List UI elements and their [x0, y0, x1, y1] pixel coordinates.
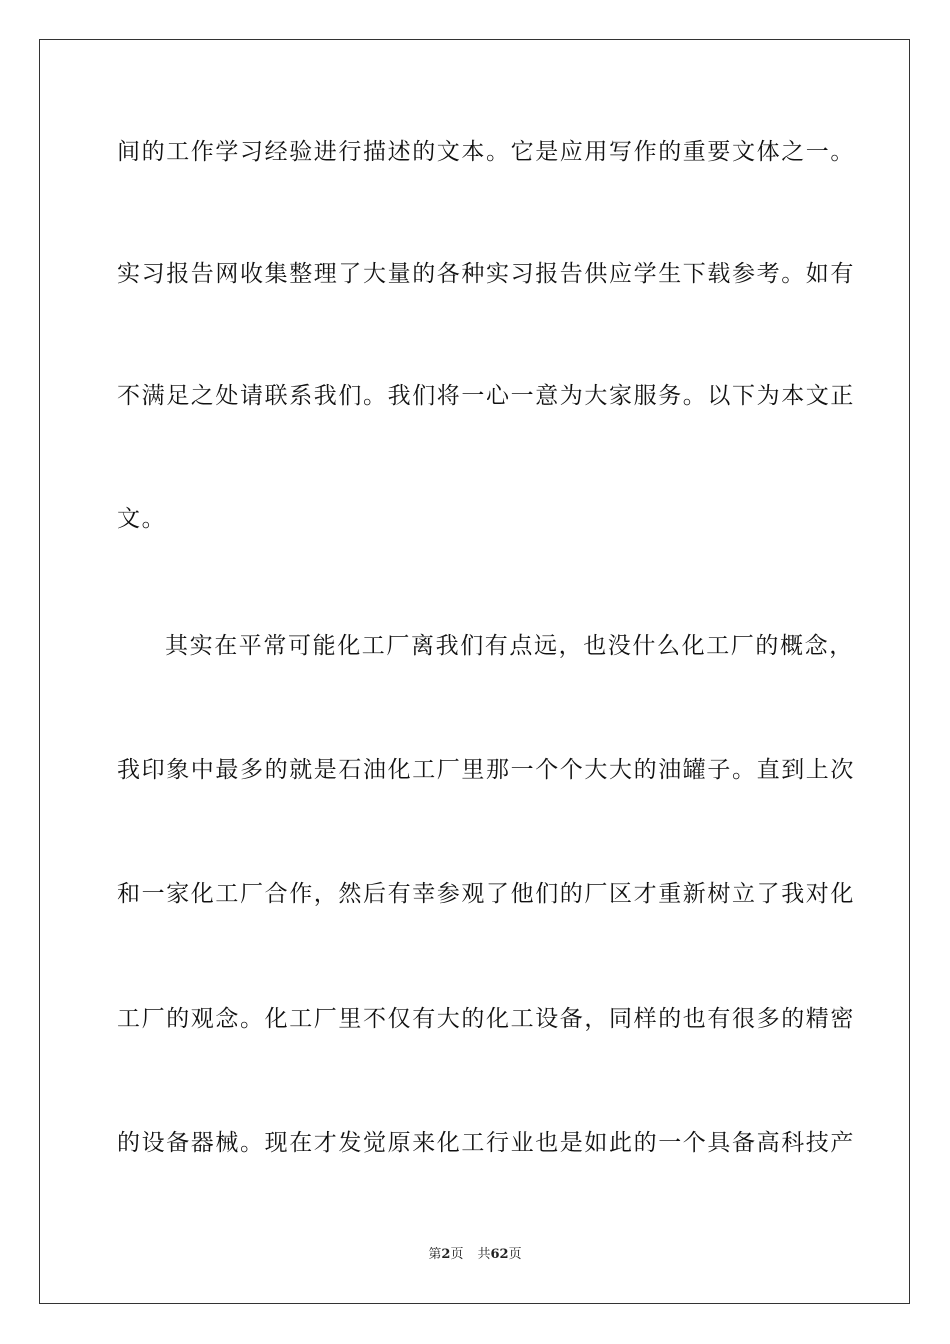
- total-suffix: 页: [508, 1247, 522, 1262]
- text-line-5-paragraph-start: 其实在平常可能化工厂离我们有点远，也没什么化工厂的概念，: [165, 633, 854, 659]
- total-label: [477, 1247, 521, 1262]
- page-label: [428, 1247, 463, 1262]
- text-line-3: 不满足之处请联系我们。我们将一心一意为大家服务。以下为本文正: [117, 383, 855, 409]
- text-line-9: 的设备器械。现在才发觉原来化工行业也是如此的一个具备高科技产: [117, 1130, 855, 1156]
- page-number: 2: [441, 1247, 451, 1262]
- text-line-1: 间的工作学习经验进行描述的文本。它是应用写作的重要文体之一。: [117, 139, 855, 165]
- total-pages: 62: [490, 1247, 509, 1262]
- text-line-8: 工厂的观念。化工厂里不仅有大的化工设备，同样的也有很多的精密: [117, 1006, 855, 1032]
- page-border: [39, 39, 910, 1304]
- text-line-7: 和一家化工厂合作，然后有幸参观了他们的厂区才重新树立了我对化: [117, 881, 855, 907]
- text-line-6: 我印象中最多的就是石油化工厂里那一个个大大的油罐子。直到上次: [117, 757, 855, 783]
- page-footer: [0, 1246, 950, 1264]
- text-line-2: 实习报告网收集整理了大量的各种实习报告供应学生下载参考。如有: [117, 261, 855, 287]
- page-prefix: 第: [428, 1247, 442, 1262]
- page-suffix: 页: [450, 1247, 464, 1262]
- total-prefix: 共: [477, 1247, 491, 1262]
- text-line-4: 文。: [117, 506, 167, 532]
